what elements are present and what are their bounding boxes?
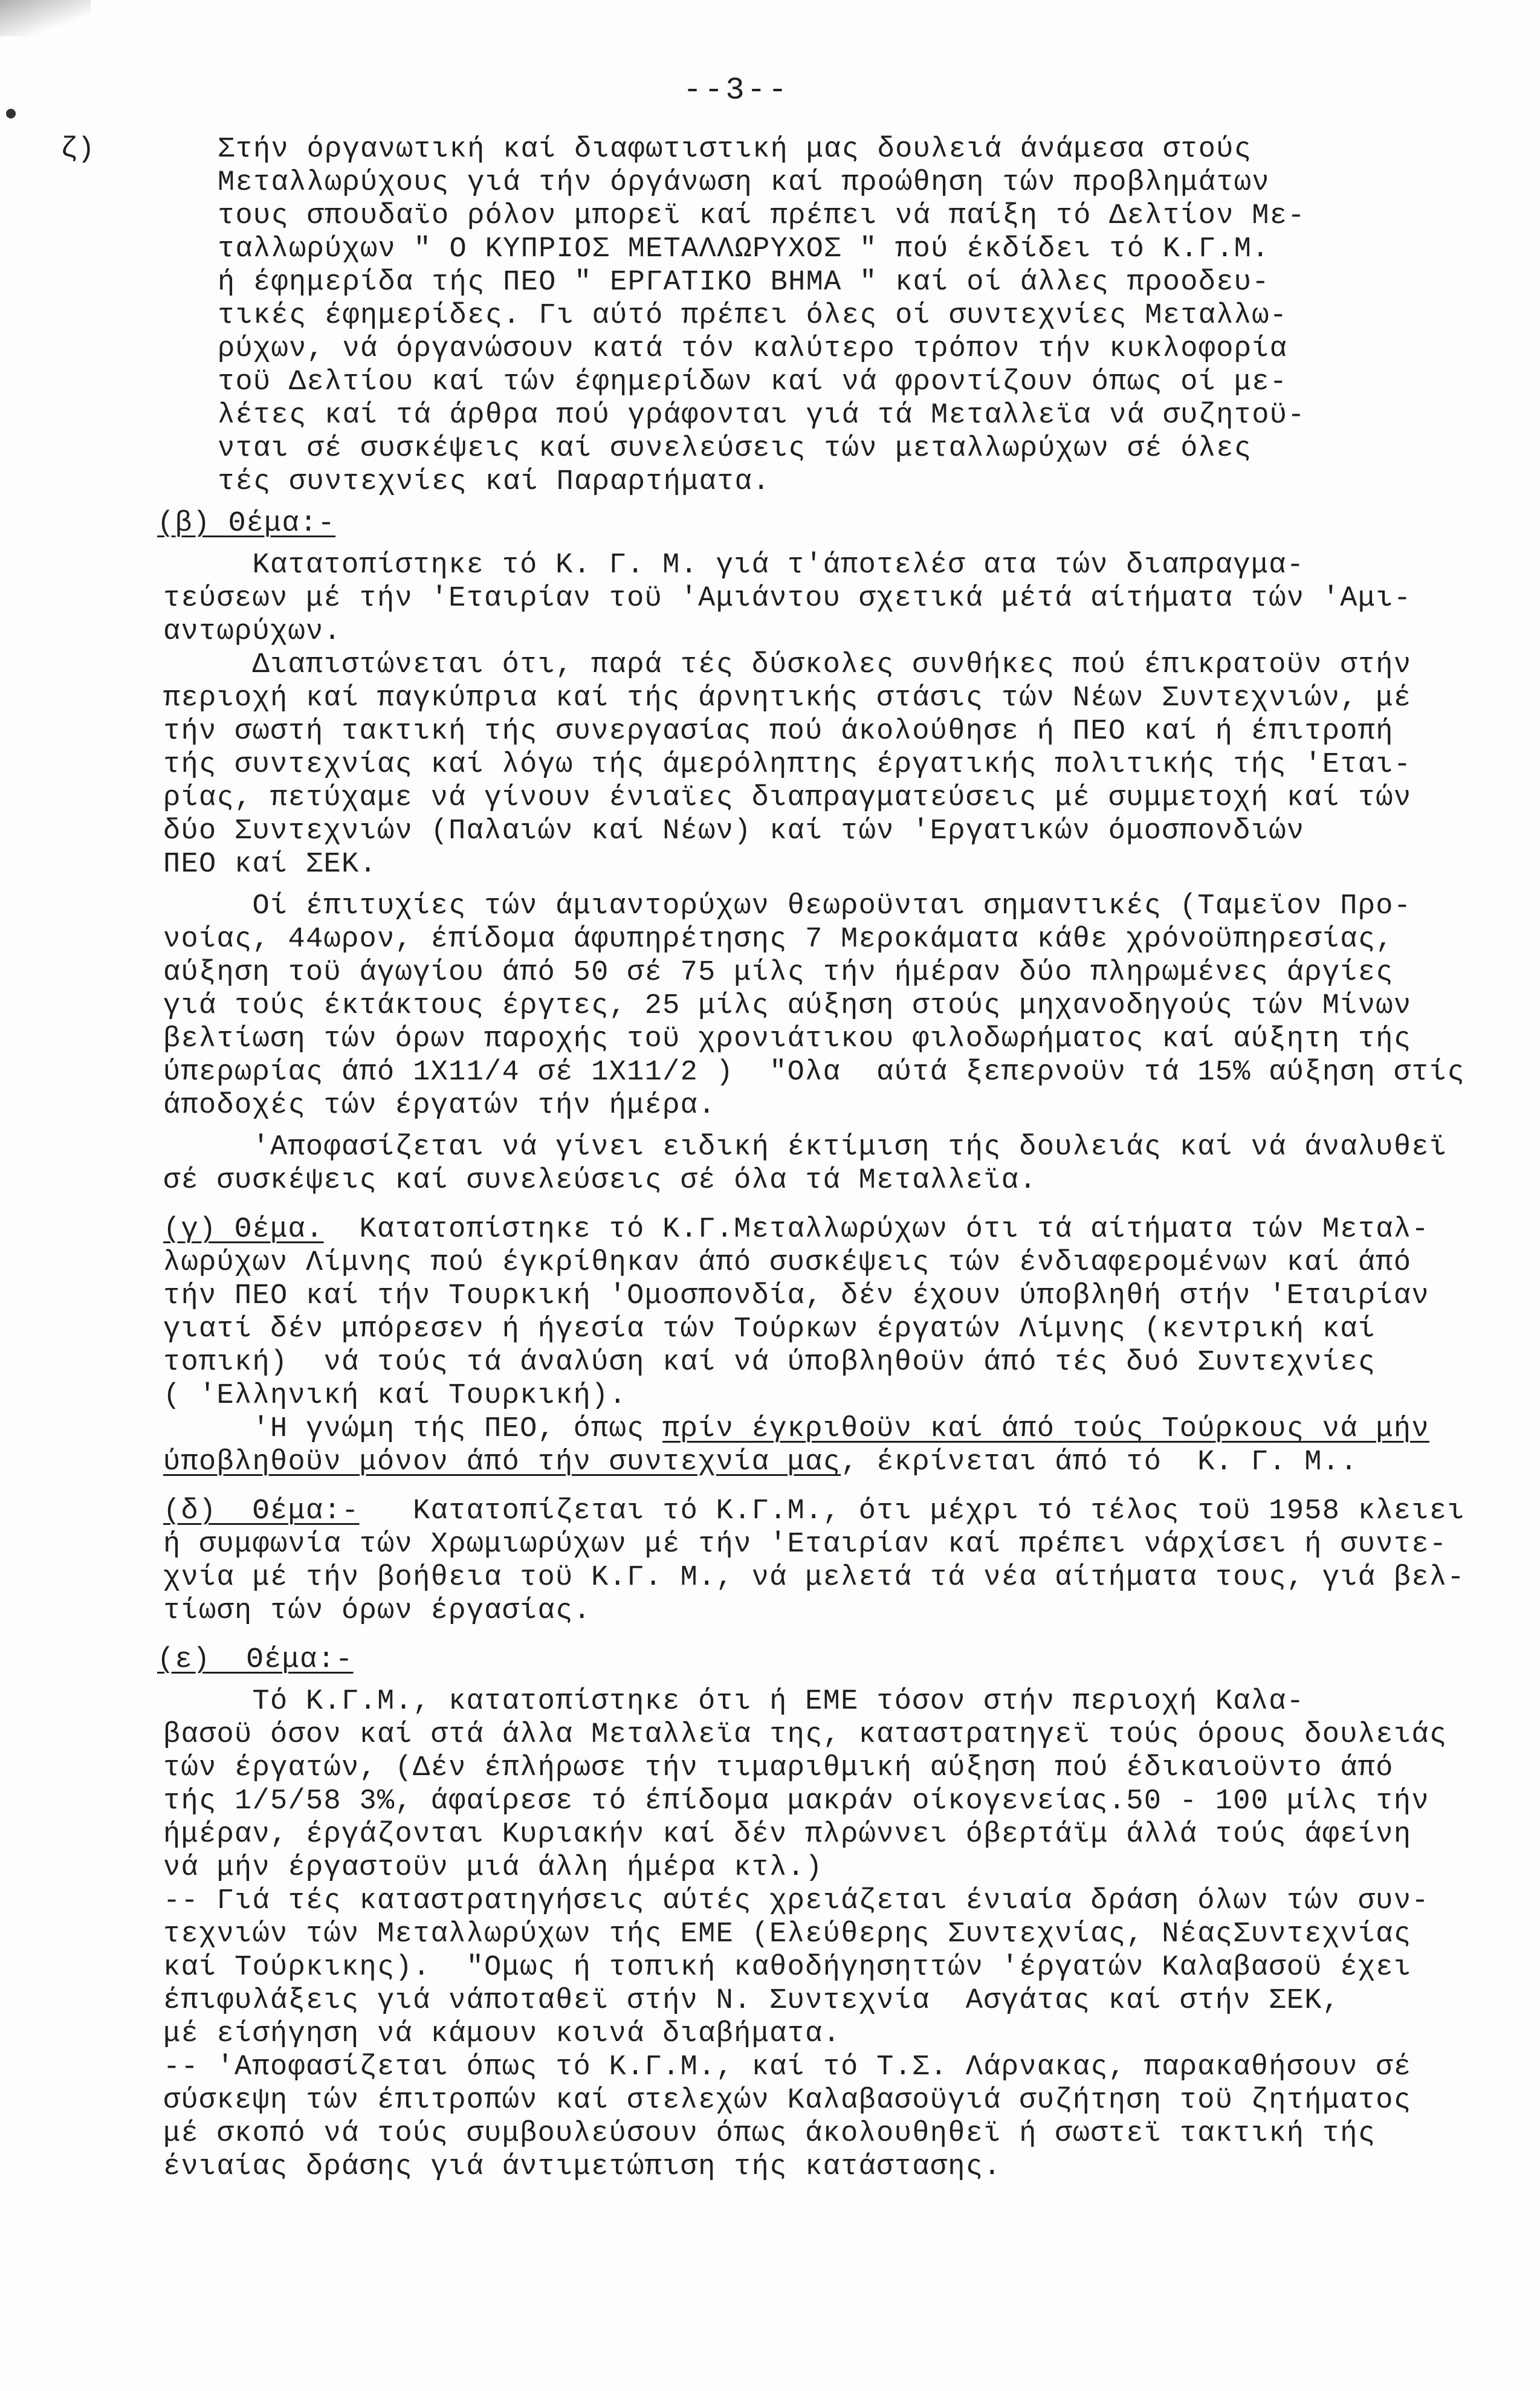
text-line: τών έργατών, (Δέν έπλήρωσε τήν τιμαριθμική αύξηση πού έδικαιοϋντο άπό	[163, 1752, 1394, 1784]
page-number: --3--	[683, 73, 790, 108]
text-line: μέ σκοπό νά τούς συμβουλεύσουν όπως άκολουθηθεϊ ή σωστεϊ τακτική τής	[163, 2118, 1376, 2150]
paragraph	[218, 133, 1517, 499]
text-line: ήμέραν, έργάζονται Κυριακήν καί δέν πλρώννει όβερτάϊμ άλλά τούς άφείνη	[163, 1819, 1412, 1851]
text-line: αύξηση τοϋ άγωγίου άπό 50 σέ 75 μίλς τήν ήμέραν δύο πληρωμένες άργίες	[163, 957, 1394, 989]
section-heading: (β) Θέμα:-	[157, 508, 336, 540]
text-line: βελτίωση τών όρων παροχής τοϋ χρονιάτικου φιλοδωρήματος καί αύξητη τής	[163, 1023, 1412, 1055]
text-line	[163, 1446, 1517, 1479]
text-line: Τό Κ.Γ.Μ., κατατοπίστηκε ότι ή ΕΜΕ τόσον στήν περιοχή Καλα-	[163, 1686, 1305, 1718]
text-line: τές συντεχνίες καί Παραρτήματα.	[218, 466, 771, 498]
section-heading: (ε) Θέμα:-	[157, 1644, 354, 1676]
section-epsilon	[157, 1643, 1517, 2184]
text-line: ρίας, πετύχαμε νά γίνουν ένιαϊες διαπραγματεύσεις μέ συμμετοχή καί τών	[163, 782, 1412, 814]
section-beta	[157, 507, 1517, 1197]
text-span: Κατατοπίζεται τό Κ.Γ.Μ., ότι μέχρι τό τέλος τοϋ 1958 κλειει	[359, 1495, 1465, 1527]
text-line: δύο Συντεχνιών (Παλαιών καί Νέων) καί τών 'Εργατικών όμοσπονδιών	[163, 815, 1305, 847]
text-line: τοϋ Δελτίου καί τών έφημερίδων καί νά φροντίζουν όπως οί με-	[218, 366, 1288, 398]
text-line: τοπική) νά τούς τά άναλύση καί νά ύποβληθοϋν άπό τές δυό Συντεχνίες	[163, 1347, 1376, 1379]
text-line: -- Γιά τές καταστρατηγήσεις αύτές χρειάζεται ένιαία δράση όλων τών συν-	[163, 1885, 1429, 1917]
text-line: ταλλωρύχων " Ο ΚΥΠΡΙΟΣ ΜΕΤΑΛΛΩΡΥΧΟΣ " πού έκδίδει τό Κ.Γ.Μ.	[218, 233, 1270, 265]
text-line: τήν ΠΕΟ καί τήν Τουρκική 'Ομοσπονδία, δέν έχουν ύποβληθή στήν 'Εταιρίαν	[163, 1280, 1429, 1312]
text-line: τής 1/5/58 3%, άφαίρεσε τό έπίδομα μακράν οίκογενείας.50 - 100 μίλς τήν	[163, 1785, 1429, 1817]
text-line: τίωση τών όρων έργασίας.	[163, 1595, 592, 1627]
text-line: μέ είσήγηση νά κάμουν κοινά διαβήματα.	[163, 2018, 841, 2050]
text-line: τεύσεων μέ τήν 'Εταιρίαν τοϋ 'Αμιάντου σχετικά μέτά αίτήματα τών 'Αμι-	[163, 583, 1412, 615]
text-line: νοίας, 44ωρον, έπίδομα άφυπηρέτησης 7 Μεροκάματα κάθε χρόνοϋπηρεσίας,	[163, 924, 1394, 956]
text-line: τήν σωστή τακτική τής συνεργασίας πού άκολούθησε ή ΠΕΟ καί ή έπιτροπή	[163, 716, 1394, 748]
text-line: Μεταλλωρύχους γιά τήν όργάνωση καί προώθηση τών προβλημάτων	[218, 167, 1270, 199]
text-line	[163, 1213, 1517, 1246]
text-line: Διαπιστώνεται ότι, παρά τές δύσκολες συνθήκες πού έπικρατοϋν στήν	[163, 649, 1412, 681]
text-line: έπιφυλάξεις γιά νάποταθεϊ στήν Ν. Συντεχνία Ασγάτας καί στήν ΣΕΚ,	[163, 1985, 1341, 2017]
text-line: περιοχή καί παγκύπρια καί τής άρνητικής στάσις τών Νέων Συντεχνιών, μέ	[163, 682, 1412, 714]
text-line: Οί έπιτυχίες τών άμιαντορύχων θεωροϋνται σημαντικές (Ταμεϊον Προ-	[163, 890, 1412, 922]
scan-shadow	[0, 0, 91, 36]
punch-hole-mark	[6, 109, 16, 118]
text-line: ΠΕΟ καί ΣΕΚ.	[163, 849, 378, 881]
text-line: -- 'Αποφασίζεται όπως τό Κ.Γ.Μ., καί τό Τ.Σ. Λάρνακας, παρακαθήσουν σέ	[163, 2051, 1412, 2083]
text-line: 'Αποφασίζεται νά γίνει ειδική έκτίμιση τής δουλειάς καί νά άναλυθεϊ	[163, 1131, 1448, 1163]
section-delta	[163, 1495, 1517, 1628]
text-span: , έκρίνεται άπό τό Κ. Γ. Μ..	[841, 1446, 1358, 1478]
text-line: ή συμφωνία τών Χρωμιωρύχων μέ τήν 'Εταιρίαν καί πρέπει νάρχίσει ή συντε-	[163, 1529, 1448, 1561]
text-line: σέ συσκέψεις καί συνελεύσεις σέ όλα τά Μεταλλεϊα.	[163, 1165, 1037, 1197]
underlined-text: πρίν έγκριθοϋν καί άπό τούς Τούρκους νά μήν	[662, 1413, 1429, 1445]
text-line: Κατατοπίστηκε τό Κ. Γ. Μ. γιά τ'άποτελέσ ατα τών διαπραγμα-	[163, 549, 1305, 581]
text-line: νται σέ συσκέψεις καί συνελεύσεις τών μεταλλωρύχων σέ όλες	[218, 433, 1252, 465]
text-line: άποδοχές τών έργατών τήν ήμέρα.	[163, 1090, 716, 1122]
section-marker: ζ)	[60, 134, 95, 166]
text-line: αντωρύχων.	[163, 616, 342, 648]
text-line: τικές έφημερίδες. Γι αύτό πρέπει όλες οί συντεχνίες Μεταλλω-	[218, 300, 1288, 332]
text-line: βασοϋ όσον καί στά άλλα Μεταλλεϊα της, καταστρατηγεϊ τούς όρους δουλειάς	[163, 1719, 1448, 1751]
document-body	[60, 133, 1517, 2184]
text-line: λωρύχων Λίμνης πού έγκρίθηκαν άπό συσκέψεις τών ένδιαφερομένων καί άπό	[163, 1247, 1412, 1279]
section-heading: (δ) Θέμα:-	[163, 1495, 360, 1527]
text-line: λέτες καί τά άρθρα πού γράφονται γιά τά Μεταλλεϊα νά συζητοϋ-	[218, 400, 1305, 432]
text-line	[163, 1412, 1517, 1446]
section-gamma	[163, 1213, 1517, 1479]
text-line	[163, 1495, 1517, 1528]
text-line: τής συντεχνίας καί λόγω τής άμερόληπτης έργατικής πολιτικής τής 'Εται-	[163, 749, 1412, 781]
text-line: γιά τούς έκτάκτους έργτες, 25 μίλς αύξηση στούς μηχανοδηγούς τών Μίνων	[163, 990, 1412, 1022]
text-span: 'Η γνώμη τής ΠΕΟ, όπως	[163, 1413, 663, 1445]
text-span: Κατατοπίστηκε τό Κ.Γ.Μεταλλωρύχων ότι τά αίτήματα τών Μεταλ-	[323, 1214, 1429, 1246]
text-line: ύπερωρίας άπό 1Χ11/4 σέ 1Χ11/2 ) "Ολα αύτά ξεπερνοϋν τά 15% αύξηση στίς	[163, 1056, 1465, 1089]
underlined-text: ύποβληθοϋν μόνον άπό τήν συντεχνία μας	[163, 1446, 841, 1478]
text-line: ρύχων, νά όργανώσουν κατά τόν καλύτερο τρόπον τήν κυκλοφορία	[218, 333, 1288, 365]
section-heading: (γ) Θέμα.	[163, 1214, 324, 1246]
text-line: χνία μέ τήν βοήθεια τοϋ Κ.Γ. Μ., νά μελετά τά νέα αίτήματα τους, γιά βελ-	[163, 1562, 1465, 1594]
text-line: καί Τούρκικης). "Ομως ή τοπική καθοδήγησηττών 'έργατών Καλαβασοϋ έχει	[163, 1952, 1412, 1984]
text-line: ένιαίας δράσης γιά άντιμετώπιση τής κατάστασης.	[163, 2151, 1001, 2183]
text-line: Στήν όργανωτική καί διαφωτιστική μας δουλειά άνάμεσα στούς	[218, 134, 1252, 166]
text-line: νά μήν έργαστοϋν μιά άλλη ήμέρα κτλ.)	[163, 1852, 823, 1884]
text-line: ( 'Ελληνική καί Τουρκική).	[163, 1380, 627, 1412]
text-line: τους σπουδαϊο ρόλον μπορεϊ καί πρέπει νά παίξη τό Δελτίον Με-	[218, 200, 1305, 232]
text-line: γιατί δέν μπόρεσεν ή ήγεσία τών Τούρκων έργατών Λίμνης (κεντρική καί	[163, 1313, 1376, 1345]
text-line: σύσκεψη τών έπιτροπών καί στελεχών Καλαβασοϋγιά συζήτηση τοϋ ζητήματος	[163, 2085, 1412, 2117]
text-line: τεχνιών τών Μεταλλωρύχων τής ΕΜΕ (Ελεύθερης Συντεχνίας, ΝέαςΣυντεχνίας	[163, 1918, 1412, 1950]
text-line: ή έφημερίδα τής ΠΕΟ " ΕΡΓΑΤΙΚΟ ΒΗΜΑ " καί οί άλλες προοδευ-	[218, 267, 1270, 299]
section-zeta	[60, 133, 1517, 499]
